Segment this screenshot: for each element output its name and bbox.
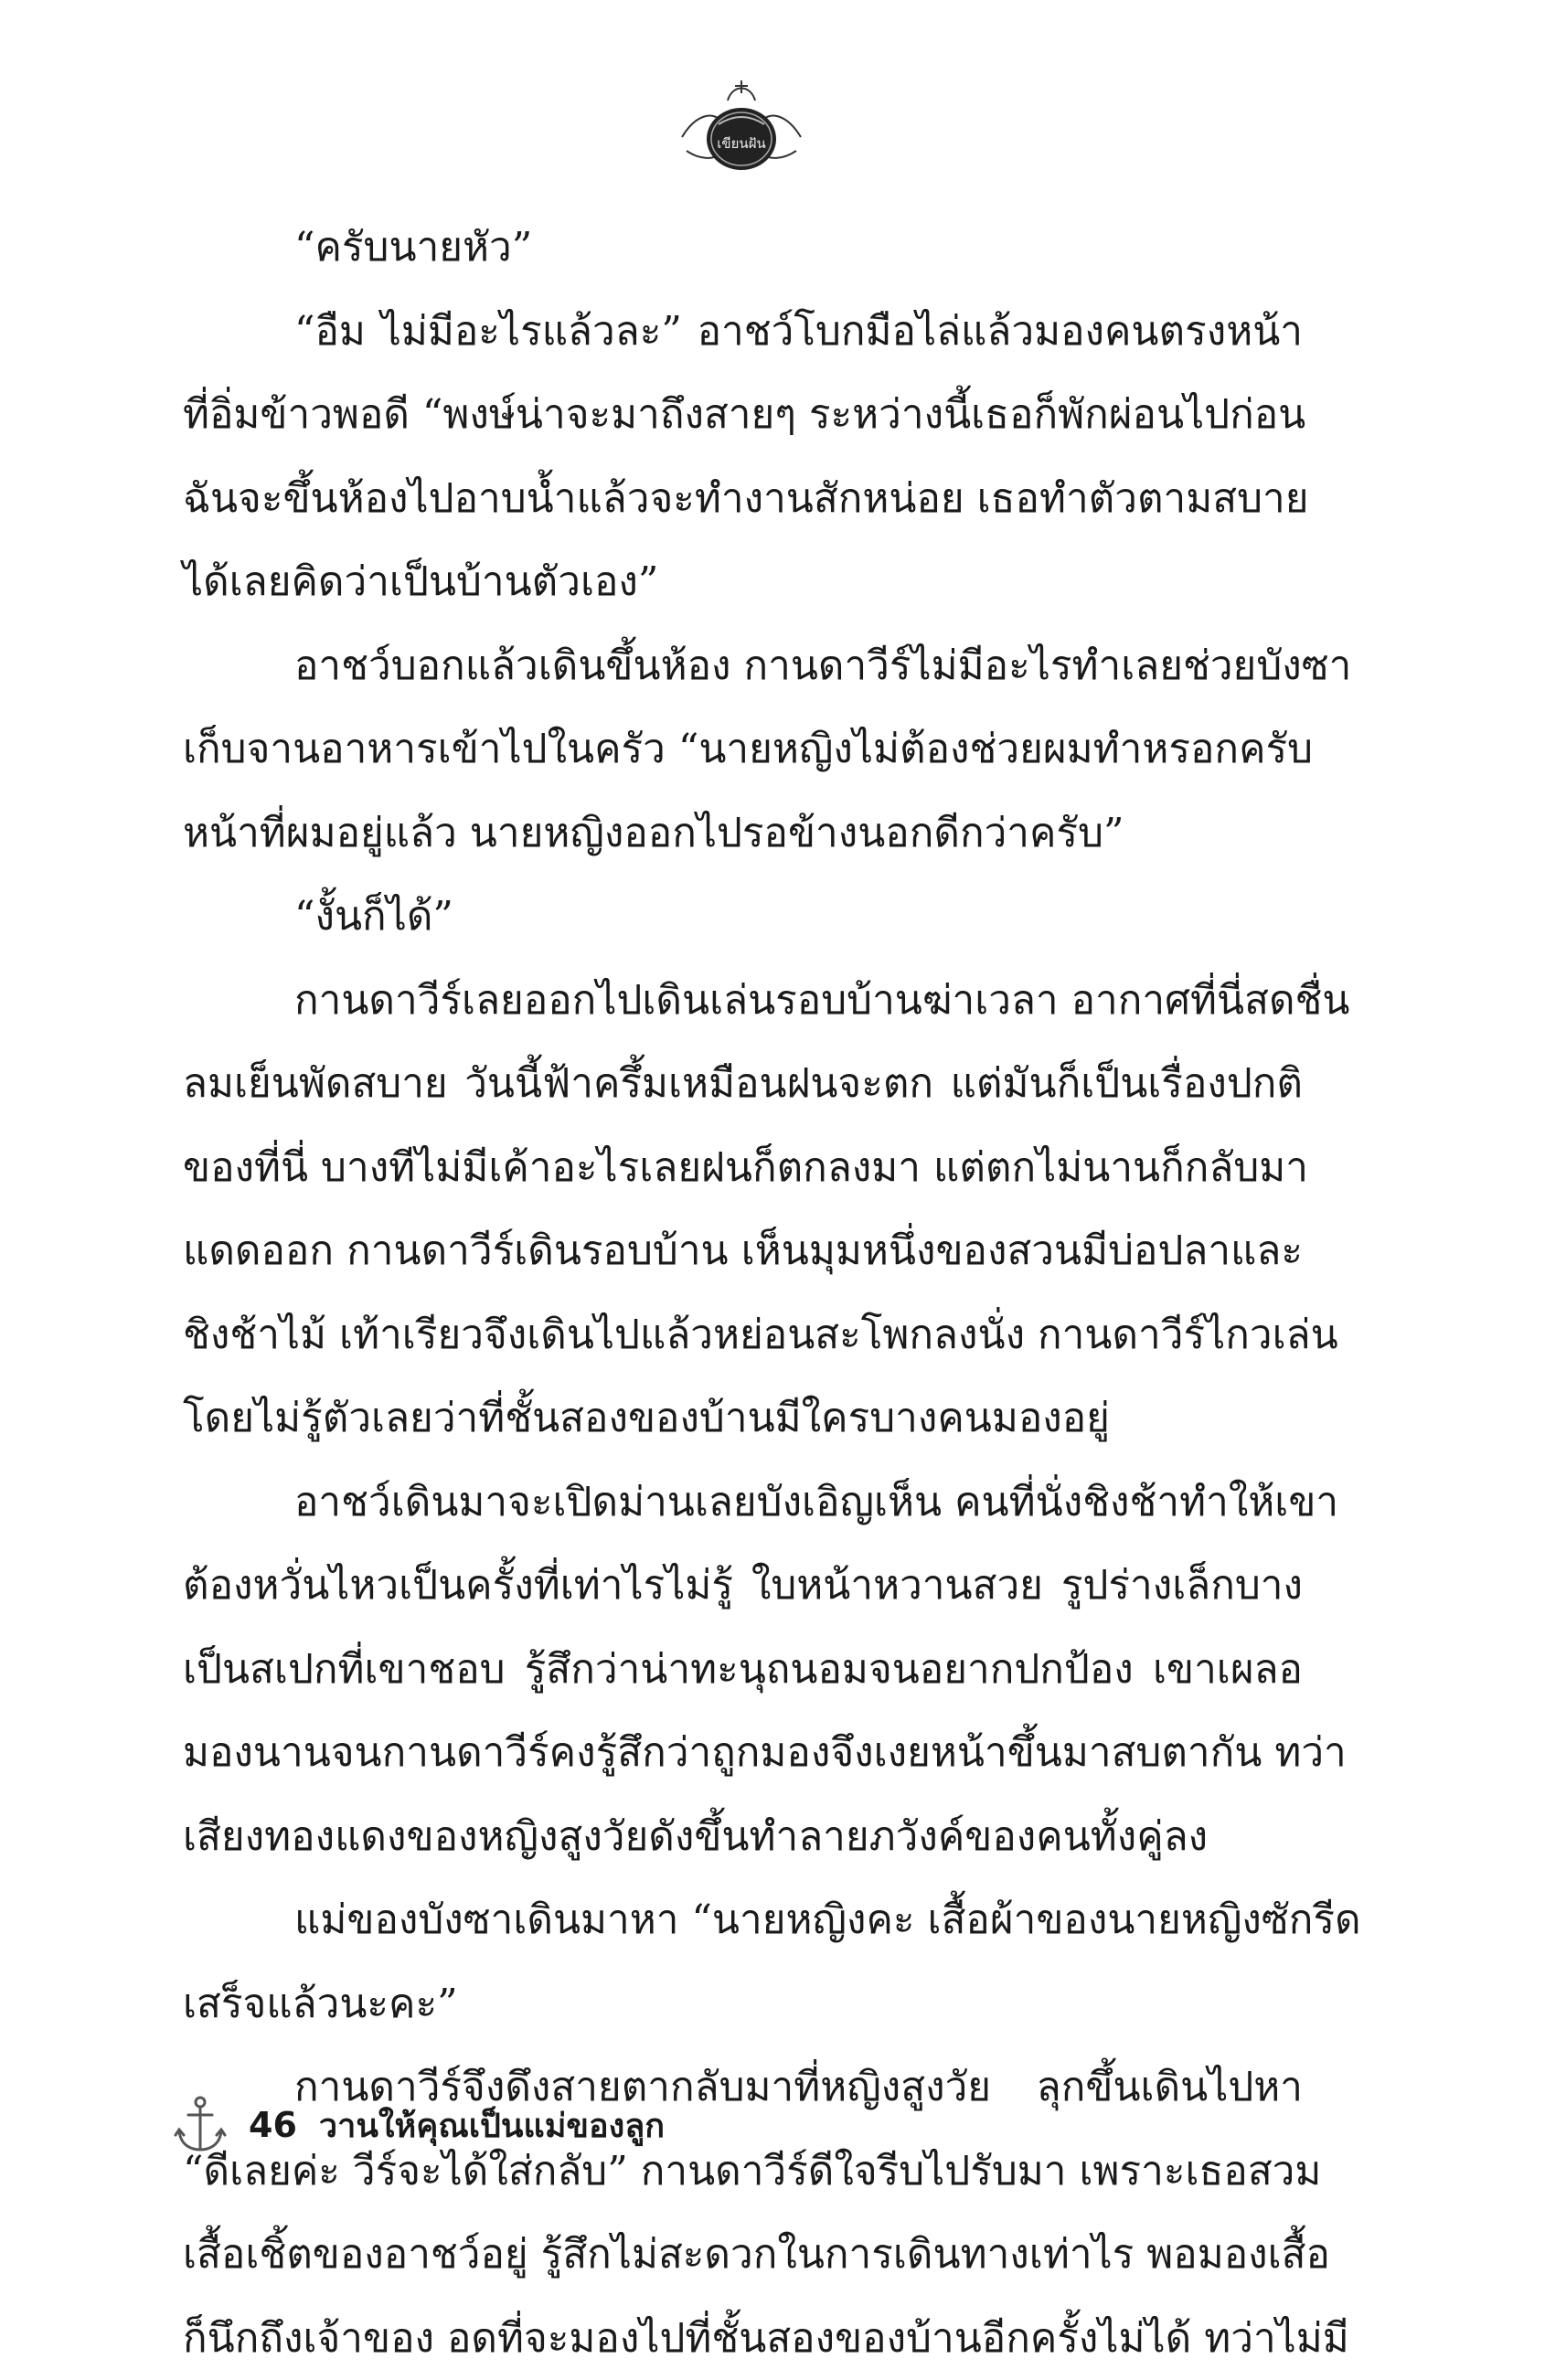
text-line: มองนานจนกานดาวีร์คงรู้สึกว่าถูกมองจึงเงยหน้าขึ้นมาสบตากัน ทว่า (183, 1711, 1303, 1795)
text-line: “งั้นก็ได้” (183, 875, 1303, 959)
text-line: โดยไม่รู้ตัวเลยว่าที่ชั้นสองของบ้านมีใครบางคนมองอยู่ (183, 1376, 1303, 1461)
text-line: เก็บจานอาหารเข้าไปในครัว “นายหญิงไม่ต้องช่วยผมทำหรอกครับ (183, 707, 1303, 792)
text-line: เป็นสเปกที่เขาชอบ รู้สึกว่าน่าทะนุถนอมจนอยากปกป้อง เขาเผลอ (183, 1628, 1303, 1712)
text-line: “ครับนายหัว” (183, 206, 1303, 290)
text-line: “อืม ไม่มีอะไรแล้วละ” อาชว์โบกมือไล่แล้วมองคนตรงหน้า (183, 290, 1303, 374)
text-line: ได้เลยคิดว่าเป็นบ้านตัวเอง” (183, 540, 1303, 624)
text-line: ก็นึกถึงเจ้าของ อดที่จะมองไปที่ชั้นสองของบ้านอีกครั้งไม่ได้ ทว่าไม่มี (183, 2297, 1303, 2380)
text-line: แม่ของบังซาเดินมาหา “นายหญิงคะ เสื้อผ้าของนายหญิงซักรีด (183, 1878, 1303, 1962)
page-footer (174, 2093, 665, 2157)
page-number: 46 (249, 2105, 297, 2145)
text-line: เสร็จแล้วนะคะ” (183, 1962, 1303, 2046)
text-line: “ดีเลยค่ะ วีร์จะได้ใส่กลับ” กานดาวีร์ดีใจรีบไปรับมา เพราะเธอสวม (183, 2130, 1303, 2214)
text-line: ลมเย็นพัดสบาย วันนี้ฟ้าครึ้มเหมือนฝนจะตก แต่มันก็เป็นเรื่องปกติ (183, 1042, 1303, 1126)
publisher-logo (673, 73, 810, 175)
book-title: วานให้คุณเป็นแม่ของลูก (319, 2099, 665, 2152)
text-line: ต้องหวั่นไหวเป็นครั้งที่เท่าไรไม่รู้ ใบหน้าหวานสวย รูปร่างเล็กบาง (183, 1544, 1303, 1628)
body-text (183, 206, 1303, 2380)
text-line: แดดออก กานดาวีร์เดินรอบบ้าน เห็นมุมหนึ่งของสวนมีบ่อปลาและ (183, 1209, 1303, 1293)
text-line: ที่อิ่มข้าวพอดี “พงษ์น่าจะมาถึงสายๆ ระหว่างนี้เธอก็พักผ่อนไปก่อน (183, 373, 1303, 457)
logo-text: เขียนฝัน (717, 135, 765, 152)
text-line: อาชว์บอกแล้วเดินขึ้นห้อง กานดาวีร์ไม่มีอะไรทำเลยช่วยบังซา (183, 624, 1303, 708)
text-line: กานดาวีร์จึงดึงสายตากลับมาที่หญิงสูงวัย ลุกขึ้นเดินไปหา (183, 2045, 1303, 2130)
text-line: อาชว์เดินมาจะเปิดม่านเลยบังเอิญเห็น คนที่นั่งชิงช้าทำให้เขา (183, 1461, 1303, 1545)
text-line: ชิงช้าไม้ เท้าเรียวจึงเดินไปแล้วหย่อนสะโพกลงนั่ง กานดาวีร์ไกวเล่น (183, 1293, 1303, 1377)
text-line: เสื้อเชิ้ตของอาชว์อยู่ รู้สึกไม่สะดวกในการเดินทางเท่าไร พอมองเสื้อ (183, 2213, 1303, 2297)
text-line: ฉันจะขึ้นห้องไปอาบน้ำแล้วจะทำงานสักหน่อย เธอทำตัวตามสบาย (183, 457, 1303, 541)
text-line: ของที่นี่ บางทีไม่มีเค้าอะไรเลยฝนก็ตกลงมา แต่ตกไม่นานก็กลับมา (183, 1126, 1303, 1210)
text-line: กานดาวีร์เลยออกไปเดินเล่นรอบบ้านฆ่าเวลา อากาศที่นี่สดชื่น (183, 959, 1303, 1043)
text-line: เสียงทองแดงของหญิงสูงวัยดังขึ้นทำลายภวังค์ของคนทั้งคู่ลง (183, 1795, 1303, 1879)
anchor-icon (174, 2095, 227, 2155)
ornamental-crest-icon (673, 73, 810, 175)
text-line: หน้าที่ผมอยู่แล้ว นายหญิงออกไปรอข้างนอกดีกว่าครับ” (183, 792, 1303, 876)
